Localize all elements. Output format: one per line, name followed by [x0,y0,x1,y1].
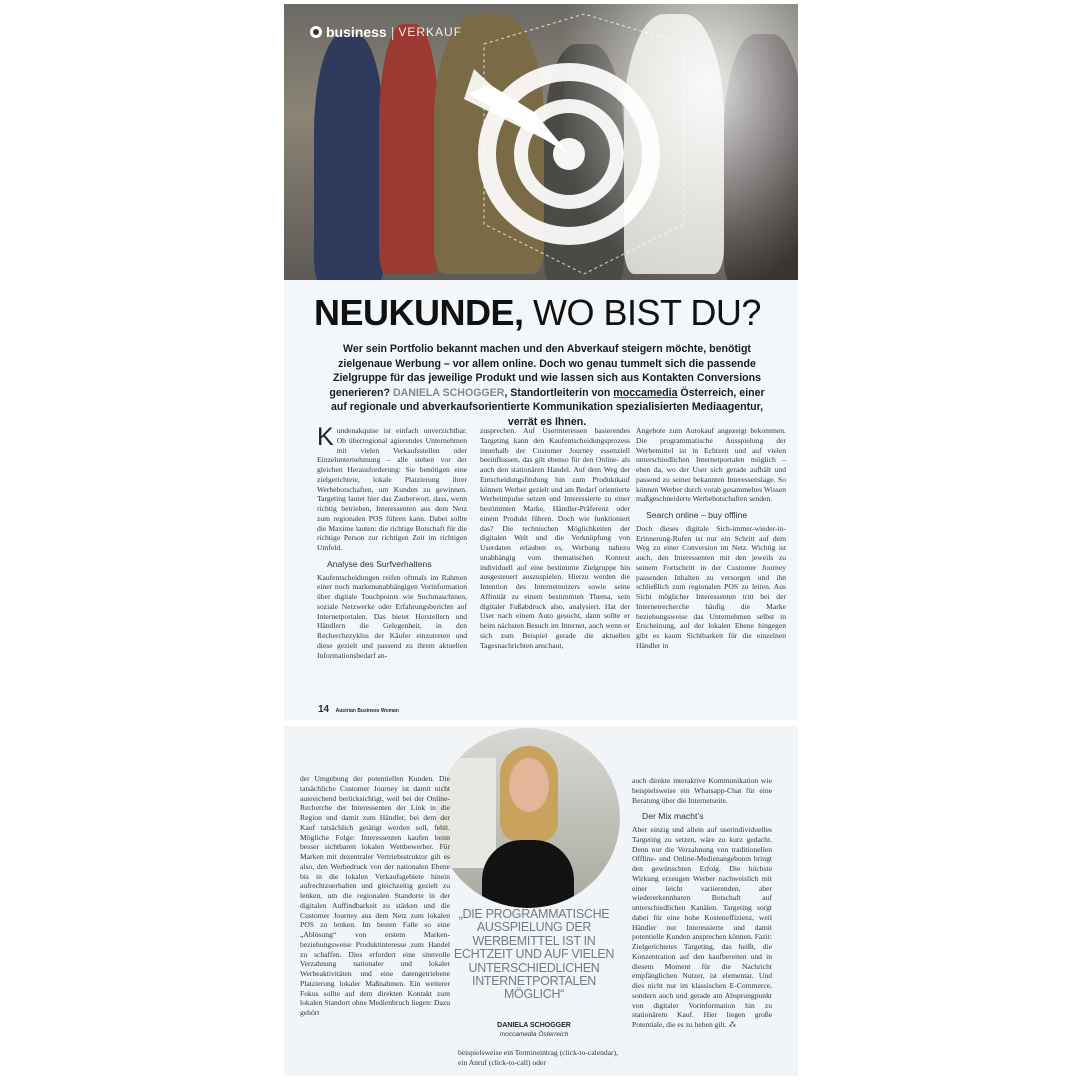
lead-text-c: Österreich, einer auf regionale und abverkaufsorientierte Kommunikation spezialisierten Mediaagentur, verrät es Ihnen. [330,386,765,428]
page-number: 14 [318,704,330,715]
drop-cap: K [317,423,334,451]
page2-col3-paragraph-1: auch direkte interaktive Kommunikation wie beispielsweise ein Whatsapp-Chat für eine Beratung über die Internetseite. [632,776,772,805]
pull-quote-role: moccamedia Österreich [499,1031,569,1038]
lead-author-name: DANIELA SCHOGGER [392,386,505,399]
column-3 [636,426,786,651]
page2-col1-text: der Umgebung der potentiellen Kunden. Die tatsächliche Customer Journey ist damit nicht ausreichend berücksichtigt, weil bei der Online-Recherche der Interessenten der Link in die Region und damit zum Händler, bei dem der Kauf tatsächlich getätigt werden soll, fehlt. Mögliche Folge: Interessenten kaufen beim besser sichtbaren lokalen Wettbewerber. Für Marken mit dezentraler Vertriebsstruktur gilt es also, den Werbedruck von der nationalen Ebene bis in die lokalen Verkaufsgebiete hinein aufrechtzuerhalten und gleichzeitig gezielt zu lenken, um die regionalen Standorte in der digitalen Auffindbarkeit zu stärken und die Customer Journey aus dem Netz zum lokalen POS zu lenken. Im besten Falle so eine „Ablösung“ von erstem Marken- beziehungsweise Produktinteresse zum Handel zu schaffen. Dies erfordert eine sinnvolle Verzahnung nationaler und lokaler Werbeaktivitäten und eine datengetriebene Platzierung lokaler Maßnahmen. Ein weiterer Fokus sollte auf dem direkten Kontakt zum lokalen Standort ohne Medienbruch liegen: Dazu gehört [300,774,450,1017]
section-label: VERKAUF [398,25,463,39]
subheading-search-online: Search online – buy offline [646,510,748,520]
subheading-surfverhalten: Analyse des Surfverhaltens [327,558,432,569]
lead-text-b: , Standortleiterin von [504,386,614,399]
headline-light: WO BIST DU? [523,292,761,333]
page2-column-2-bottom [458,1048,618,1068]
article-lead [322,342,772,430]
magazine-name: Austrian Business Woman [335,708,399,714]
magazine-page-2 [284,726,798,1076]
author-portrait [436,728,620,908]
pull-quote-name: DANIELA SCHOGGER [497,1022,571,1029]
column-2 [480,426,630,650]
lead-text-a: Wer sein Portfolio bekannt machen und den Abverkauf steigern möchte, benötigt zielgenaue Werbung – vor allem online. Doch wo genau tummelt sich die passende Zielgruppe für das jeweilige Produkt und wie lassen sich aus Kontakten Conversions generieren? [329,343,761,399]
end-mark-icon: ⁂ [728,1020,737,1029]
magazine-page-1 [284,4,798,720]
col1-paragraph-1: undenakquise ist einfach unverzichtbar. Ob überregional agierendes Unternehmen mit vielen Verkaufsstellen oder Einzelunternehmung – alle stehen vor der gleichen Herausforderung: Sie benötigen eine zielgerichtete, lokale Platzierung ihrer Werbebotschaften, um Kunden zu gewinnen. Targeting lautet hier das Zauberwort, dass, wenn richtig betrieben, Interessenten aus dem Netz zum regionalen POS führen kann. Dabei sollte die Maxime lauten: die richtige Botschaft für die richtige Person zur richtigen Zeit im richtigen Umfeld. [317,426,467,552]
brand-header [310,24,462,40]
col1-paragraph-2: Kaufentscheidungen reifen oftmals im Rahmen einer noch markenunabhängigen Vorinformation über digitale Touchpoints wie Suchmaschinen, soziale Netzwerke oder Erfahrungsberichte auf Internetportalen. Das bietet Herstellern und Händlern die Gelegenheit, in den Recherchezyklus der Käufer einzutreten und diese gezielt und passend zu ihrem aktuellen Informationsbedarf an- [317,572,467,660]
brand-name: business [326,24,387,40]
pull-quote: „DIE PROGRAMMATISCHE AUSSPIELUNG DER WERBEMITTEL IST IN ECHTZEIT UND AUF VIELEN UNTERSCHIEDLICHEN INTERNETPORTALEN MÖGLICH“ [453,907,615,1002]
page-footer [318,704,399,715]
page2-column-1 [300,774,450,1018]
target-icon [284,4,798,280]
col3-paragraph-1: Angebote zum Autokauf angezeigt bekommen. Die programmatische Ausspielung der Werbemittel ist in Echtzeit und auf vielen unterschiedlichen Internetportalen möglich – eben da, wo der User sich gerade aufhält und passend zu seiner bekannten Interessenslage. So können Werber durch vorab gesammeltes Wissen maßgeschneiderte Werbebotschaften senden. [636,426,786,504]
article-headline [314,292,761,334]
subheading-mix: Der Mix macht’s [642,811,704,822]
col2-paragraph-1: zusprechen. Auf Userinteressen basierendes Targeting kann den Kaufentscheidungsprozess innerhalb der Customer Journey essenziell beeinflussen, das gilt ebenso für den Online- als auch den stationären Handel. Auf dem Weg der Entscheidungsfindung hin zum Produktkauf können Werber gezielt und am Bedarf orientierte Werbeimpulse setzen und Interessierte zu einer bestimmten Marke, Händler-Präferenz oder einem Produkt führen. Doch wie funktioniert das? Die technischen Möglichkeiten der digitalen Welt und die Verknüpfung von Userdaten erlauben es, Werbung nahezu unabhängig vom thematischen Kontext individuell auf eine bestimmte Zielgruppe hin ausgesteuert auszuspielen. Hierzu werden die Intention des Internetnutzers sowie seine Affinität zu einem bestimmten Thema, sein digitaler Fußabdruck also, analysiert. Hat der User nach einem Auto gesucht, dann sollte er beim nächsten Besuch im Internet, auch wenn er sich zum Beispiel gerade die aktuellen Tagesnachrichten anschaut, [480,426,630,650]
hero-photo [284,4,798,280]
page2-col3-paragraph-2: Aber einzig und allein auf userindividuelles Targeting zu setzen, wäre zu kurz gedacht. Denn nur die Verzahnung von traditionellen Offline- und Online-Medienangeboten bringt den gewünschten Erfolg. Die höchste Wirkung erzeugen Werber nachweislich mit einer leicht variierenden, aber wiedererkennbaren Botschaft auf unterschiedlichen Kanälen. Targeting sorgt dabei für eine hohe Kosteneffizienz, weil Händler nur Interessierte und damit potentielle Kunden ansprechen können. Fazit: Zielgerichtetes Targeting, das heißt, die Konzentration auf den kaufbereiten und in diesem Moment für die Nachricht empfänglichen Nutzer, ist elementar. Und dies nicht nur im klassischen E-Commerce, sondern auch und gerade am Absprungpunkt von digitaler Vorinformation hin zu stationärem Kauf. Hier liegen große Potentiale, die es zu heben gilt. [632,825,772,1029]
column-1 [317,423,467,660]
page2-col2-text: beispielsweise ein Termineintrag (click-to-calendar), ein Anruf (click-to-call) oder [458,1048,618,1067]
lead-company: moccamedia [613,386,678,399]
col3-paragraph-2: Doch dieses digitale Sich-immer-wieder-in-Erinnerung-Rufen ist nur ein Schritt auf dem Weg zu einer Conversion im Netz. Wichtig ist auch, den Interessenten mit den jeweils zu seinem Fortschritt in der Customer Journey passenden Inhalten zu versorgen und ihn schließlich zum regionalen POS zu leiten. Aus Sicht möglicher Interessenten tritt bei der Internetrecherche häufig die Marke beziehungsweise das Unternehmen selbst in Erscheinung, auf der lokalen Ebene hingegen gibt es kaum Sichtbarkeit für die einzelnen Händler in [636,523,786,650]
headline-bold: NEUKUNDE, [314,292,524,333]
brand-logo-icon [310,26,322,38]
brand-separator: | [390,24,395,40]
page2-column-3 [632,776,772,1030]
